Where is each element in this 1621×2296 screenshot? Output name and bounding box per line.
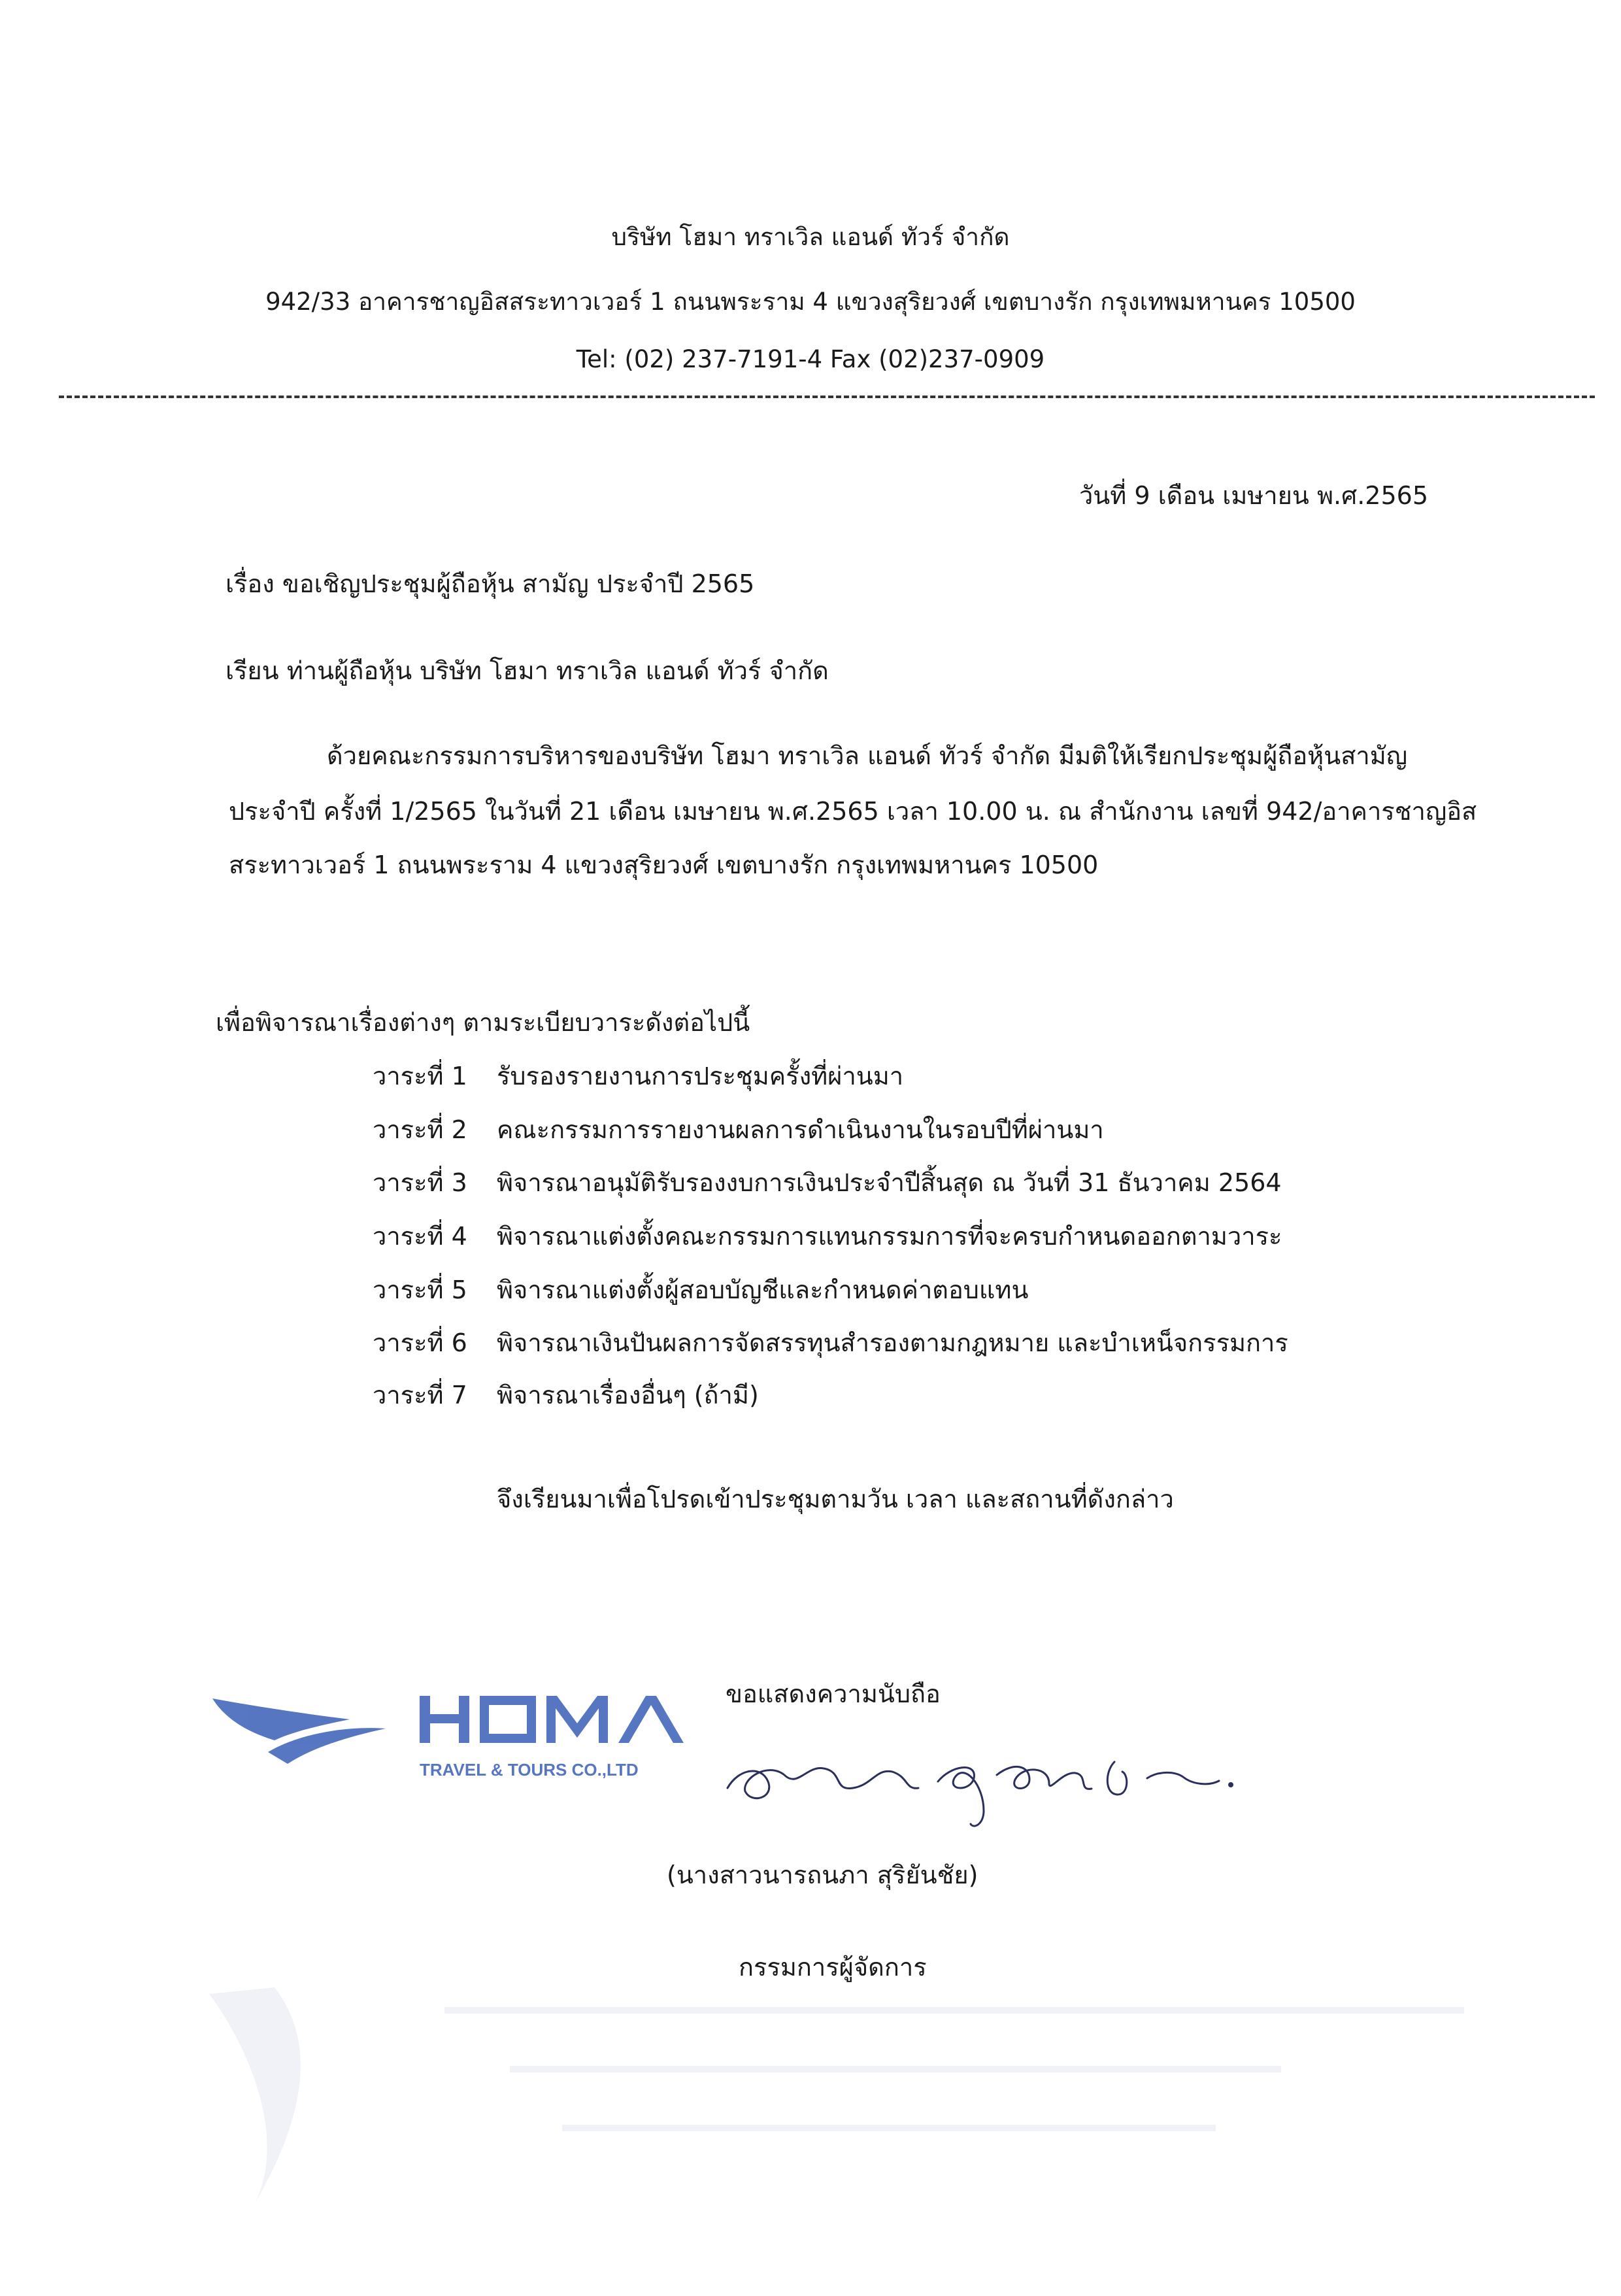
agenda-label: วาระที่ 2 bbox=[373, 1115, 467, 1144]
agenda-intro: เพื่อพิจารณาเรื่องต่างๆ ตามระเบียบวาระดังต่อไปนี้ bbox=[216, 1008, 750, 1037]
logo-tagline: TRAVEL & TOURS CO.,LTD bbox=[420, 1760, 639, 1780]
agenda-item bbox=[373, 1109, 1104, 1149]
agenda-label: วาระที่ 5 bbox=[373, 1275, 467, 1304]
agenda-item bbox=[373, 1375, 759, 1415]
signatory-position: กรรมการผู้จัดการ bbox=[739, 1953, 927, 1982]
body-line-3: สระทาวเวอร์ 1 ถนนพระราม 4 แขวงสุริยวงศ์ เขตบางรัก กรุงเทพมหานคร 10500 bbox=[229, 851, 1099, 879]
agenda-label: วาระที่ 4 bbox=[373, 1222, 467, 1251]
letter-date: วันที่ 9 เดือน เมษายน พ.ศ.2565 bbox=[1078, 481, 1428, 510]
agenda-text: พิจารณาเรื่องอื่นๆ (ถ้ามี) bbox=[497, 1381, 759, 1410]
signatory-name: (นางสาวนารถนภา สุริยันชัย) bbox=[667, 1861, 978, 1889]
agenda-item bbox=[373, 1216, 1282, 1256]
agenda-item bbox=[373, 1056, 903, 1096]
bleed-through-marks bbox=[170, 1968, 1510, 2216]
agenda-text: พิจารณาแต่งตั้งคณะกรรมการแทนกรรมการที่จะครบกำหนดออกตามวาระ bbox=[497, 1222, 1282, 1251]
company-address: 942/33 อาคารชาญอิสสระทาวเวอร์ 1 ถนนพระราม 4 แขวงสุริยวงศ์ เขตบางรัก กรุงเทพมหานคร 10500 bbox=[265, 288, 1356, 316]
handwritten-signature bbox=[722, 1726, 1258, 1837]
agenda-text: รับรองรายงานการประชุมครั้งที่ผ่านมา bbox=[497, 1062, 904, 1090]
company-name: บริษัท โฮมา ทราเวิล แอนด์ ทัวร์ จำกัด bbox=[611, 223, 1010, 251]
agenda-item bbox=[373, 1323, 1288, 1362]
logo-wordmark bbox=[420, 1696, 684, 1743]
body-line-1: ด้วยคณะกรรมการบริหารของบริษัท โฮมา ทราเวิล แอนด์ ทัวร์ จำกัด มีมติให้เรียกประชุมผู้ถือหุ้นสามัญ bbox=[327, 741, 1408, 770]
agenda-text: คณะกรรมการรายงานผลการดำเนินงานในรอบปีที่ผ่านมา bbox=[497, 1115, 1104, 1144]
agenda-text: พิจารณาแต่งตั้งผู้สอบบัญชีและกำหนดค่าตอบแทน bbox=[497, 1275, 1029, 1304]
header-divider bbox=[59, 396, 1595, 398]
agenda-label: วาระที่ 6 bbox=[373, 1328, 467, 1357]
homa-logo bbox=[209, 1687, 693, 1785]
body-line-2: ประจำปี ครั้งที่ 1/2565 ในวันที่ 21 เดือน เมษายน พ.ศ.2565 เวลา 10.00 น. ณ สำนักงาน เลขที่ 942/อาคารชาญอิส bbox=[229, 797, 1477, 826]
closing-line: จึงเรียนมาเพื่อโปรดเข้าประชุมตามวัน เวลา และสถานที่ดังกล่าว bbox=[497, 1485, 1174, 1513]
agenda-label: วาระที่ 3 bbox=[373, 1168, 467, 1197]
letter-subject: เรื่อง ขอเชิญประชุมผู้ถือหุ้น สามัญ ประจำปี 2565 bbox=[226, 569, 755, 598]
agenda-label: วาระที่ 7 bbox=[373, 1381, 467, 1410]
agenda-item bbox=[373, 1162, 1282, 1202]
company-contact: Tel: (02) 237-7191-4 Fax (02)237-0909 bbox=[576, 345, 1045, 373]
regards-line: ขอแสดงความนับถือ bbox=[726, 1680, 941, 1708]
agenda-item bbox=[373, 1270, 1028, 1309]
agenda-text: พิจารณาอนุมัติรับรองงบการเงินประจำปีสิ้นสุด ณ วันที่ 31 ธันวาคม 2564 bbox=[497, 1168, 1282, 1197]
agenda-label: วาระที่ 1 bbox=[373, 1062, 467, 1090]
letter-recipient: เรียน ท่านผู้ถือหุ้น บริษัท โฮมา ทราเวิล แอนด์ ทัวร์ จำกัด bbox=[226, 656, 829, 685]
agenda-text: พิจารณาเงินปันผลการจัดสรรทุนสำรองตามกฎหมาย และบำเหน็จกรรมการ bbox=[497, 1328, 1288, 1357]
